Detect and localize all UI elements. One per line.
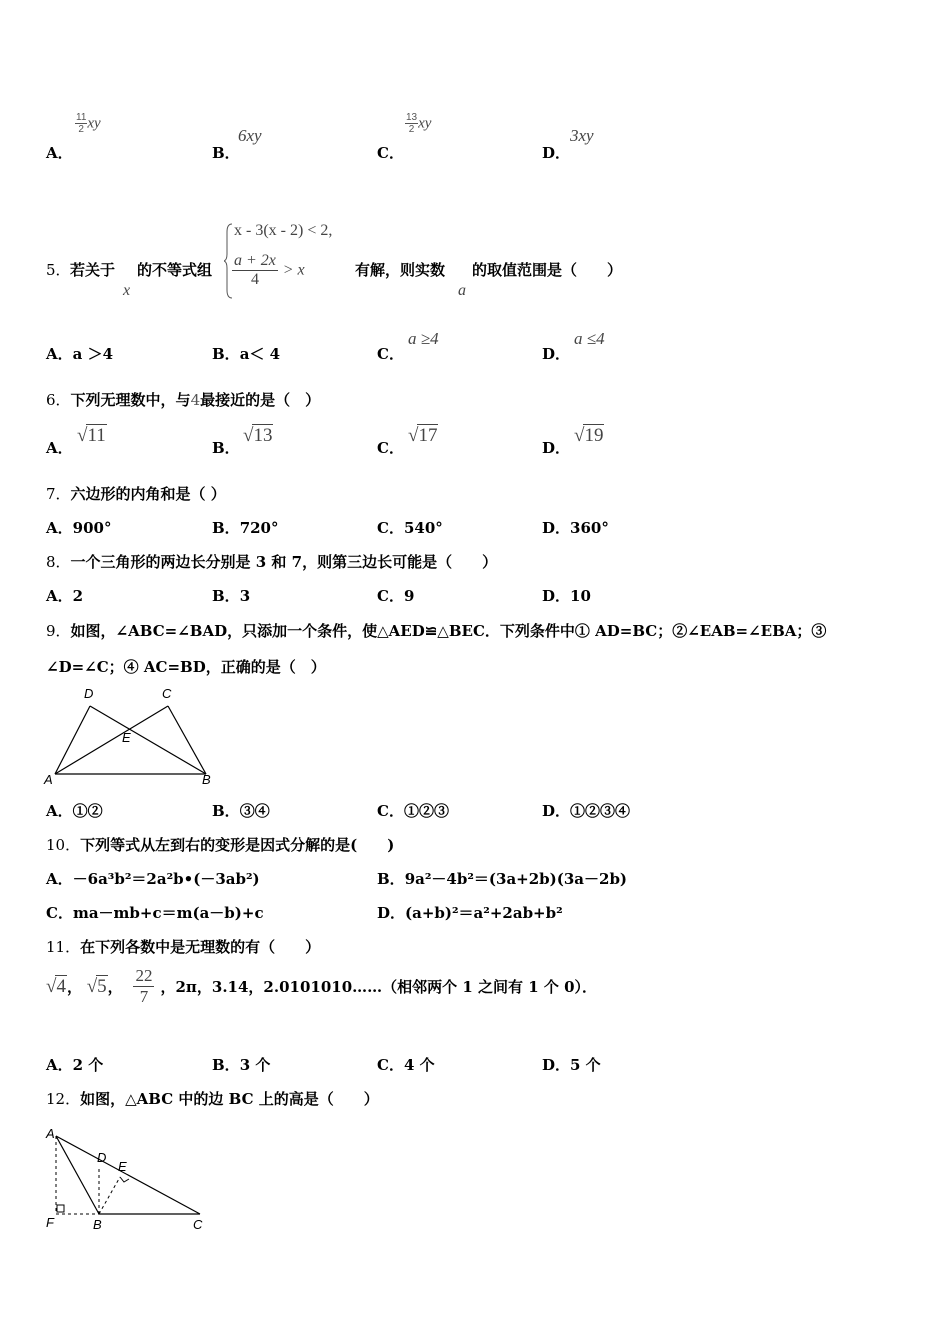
- q9-question-line1: 9．如图，∠ABC=∠BAD，只添加一个条件，使△AED≌△BEC．下列条件中① AD=BC；②∠EAB=∠EBA；③: [46, 622, 827, 640]
- q5-inequality-1: x - 3(x - 2) < 2,: [234, 222, 333, 239]
- q6-question: 6．下列无理数中，与4最接近的是（ ）: [46, 391, 321, 409]
- q12-label-f: F: [46, 1215, 54, 1230]
- q12-question: 12．如图，△ABC 中的边 BC 上的高是（ ）: [46, 1090, 379, 1108]
- q5-option-d[interactable]: D．: [542, 345, 571, 363]
- q4-option-d[interactable]: D．: [542, 144, 571, 162]
- q10-option-b[interactable]: B．9a²－4b²＝(3a+2b)(3a－2b): [377, 870, 628, 888]
- q6-option-d[interactable]: D．: [542, 439, 571, 457]
- q5-option-d-expr: a ≤4: [574, 329, 605, 348]
- q5-text-3: 有解，则实数: [355, 261, 446, 279]
- q10-question: 10．下列等式从左到右的变形是因式分解的是( ): [46, 836, 395, 854]
- q9-label-b: B: [202, 772, 211, 787]
- q8-option-a[interactable]: A．2: [46, 587, 84, 605]
- q5-var-a: a: [458, 282, 466, 299]
- q10-option-c[interactable]: C．ma－mb+c＝m(a－b)+c: [46, 904, 264, 922]
- q9-option-d[interactable]: D．①②③④: [542, 802, 631, 820]
- q4-option-b[interactable]: B．: [212, 144, 240, 162]
- q5-option-b[interactable]: B．a＜ 4: [212, 345, 281, 363]
- q4-option-c[interactable]: C．: [377, 144, 404, 162]
- q4-option-a[interactable]: A．: [46, 144, 73, 162]
- q9-option-a[interactable]: A．①②: [46, 802, 103, 820]
- q4-option-c-expr: $\frac{13}{2}$ xy: [406, 112, 432, 135]
- q11-option-a[interactable]: A．2 个: [46, 1056, 104, 1074]
- q7-option-d[interactable]: D．360°: [542, 519, 609, 537]
- q5-text-1: 若关于: [70, 261, 116, 279]
- q9-option-b[interactable]: B．③④: [212, 802, 270, 820]
- q7-option-c[interactable]: C．540°: [377, 519, 443, 537]
- q9-figure: [40, 684, 220, 788]
- q4-option-a-expr: $\frac{11}{2}$ xy: [76, 112, 101, 135]
- q5-inequality-2: $\frac{a + 2x}{4}$ > x: [234, 252, 305, 288]
- q5-number: 5．: [46, 261, 71, 279]
- q11-numbers: √4， √5， $\frac{22}{7}$ ，2π，3.14，2.0101010……（相邻两个 1 之间有 1 个 0）．: [46, 966, 598, 1006]
- q6-option-b-expr: √13: [243, 425, 273, 446]
- q5-var-x: x: [123, 282, 131, 299]
- q8-option-c[interactable]: C．9: [377, 587, 415, 605]
- q6-option-d-expr: √19: [574, 425, 604, 446]
- q9-option-c[interactable]: C．①②③: [377, 802, 449, 820]
- q5-option-c-expr: a ≥4: [408, 329, 439, 348]
- q7-question: 7．六边形的内角和是（ ）: [46, 485, 226, 503]
- q4-option-b-expr: 6xy: [238, 126, 262, 145]
- q11-option-c[interactable]: C．4 个: [377, 1056, 435, 1074]
- q10-option-d[interactable]: D．(a+b)²＝a²+2ab+b²: [377, 904, 563, 922]
- q7-option-a[interactable]: A．900°: [46, 519, 112, 537]
- q5-text-2: 的不等式组: [137, 261, 213, 279]
- q5-option-c[interactable]: C．: [377, 345, 404, 363]
- q10-option-a[interactable]: A．－6a³b²＝2a²b•(－3ab²): [46, 870, 260, 888]
- q6-option-c[interactable]: C．: [377, 439, 404, 457]
- q6-option-b[interactable]: B．: [212, 439, 240, 457]
- q11-option-b[interactable]: B．3 个: [212, 1056, 271, 1074]
- q6-option-a-expr: √11: [77, 425, 106, 446]
- q12-label-d: D: [97, 1150, 107, 1165]
- q9-label-d: D: [84, 686, 94, 701]
- q9-label-c: C: [162, 686, 172, 701]
- q12-figure: [40, 1122, 220, 1238]
- q8-question: 8．一个三角形的两边长分别是 3 和 7，则第三边长可能是（ ）: [46, 553, 498, 571]
- q9-question-line2: ∠D=∠C；④ AC=BD，正确的是（ ）: [46, 658, 326, 676]
- q5-option-a[interactable]: A．a ＞4: [46, 345, 114, 363]
- q8-option-b[interactable]: B．3: [212, 587, 251, 605]
- q8-option-d[interactable]: D．10: [542, 587, 591, 605]
- q12-label-b: B: [93, 1217, 102, 1232]
- q12-label-e: E: [118, 1159, 127, 1174]
- q9-label-e: E: [122, 730, 131, 745]
- q7-option-b[interactable]: B．720°: [212, 519, 279, 537]
- q6-option-c-expr: √17: [408, 425, 438, 446]
- q12-label-c: C: [193, 1217, 203, 1232]
- q11-question: 11．在下列各数中是无理数的有（ ）: [46, 938, 321, 956]
- q5-text-4: 的取值范围是（ ）: [472, 261, 623, 279]
- q9-label-a: A: [44, 772, 53, 787]
- q11-option-d[interactable]: D．5 个: [542, 1056, 601, 1074]
- q6-option-a[interactable]: A．: [46, 439, 73, 457]
- q4-option-d-expr: 3xy: [570, 126, 594, 145]
- q12-label-a: A: [46, 1126, 55, 1141]
